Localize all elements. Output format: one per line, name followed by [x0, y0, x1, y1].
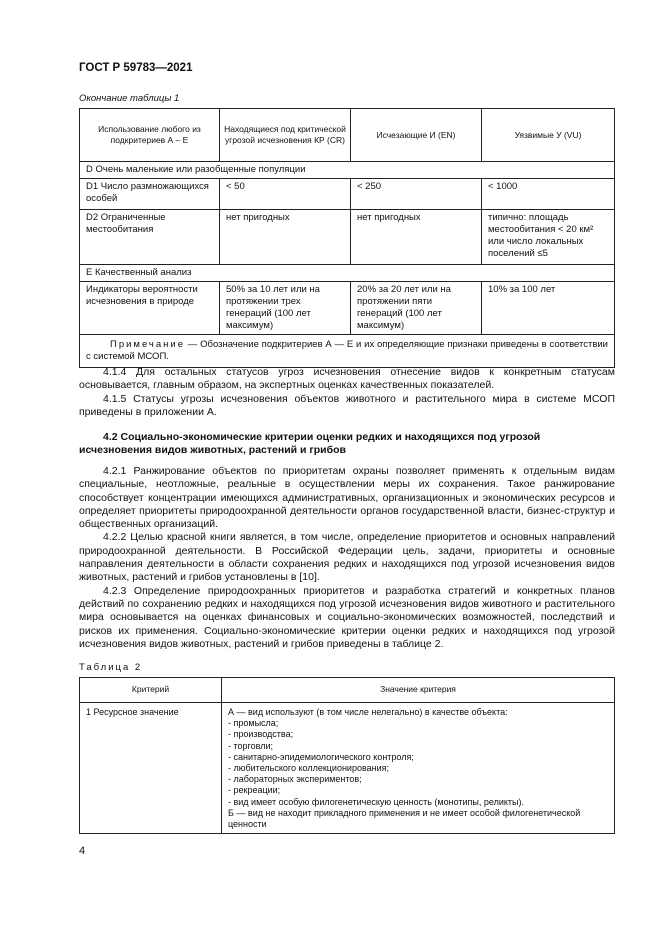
table1-section-row [80, 162, 615, 179]
cell-en: нет пригодных [351, 210, 482, 265]
row-label: D2 Ограниченные местообитания [80, 210, 220, 265]
note-label: Примечание [110, 339, 185, 350]
cell-en: < 250 [351, 179, 482, 210]
criterion-value [222, 703, 615, 834]
paragraph-4-2-3: 4.2.3 Определение природоохранных приоритетов и разработка стратегий и конкретных планов действий по сохранению редких и находящихся под угрозой исчезновения видов животного и растительного мира основывается на оценках финансовых и социально-экономических возможностей, последствий и рисков их применения. Социально-экономические критерии оценки редких и находящихся под угрозой исчезновения видов животных, растений и грибов приведены в таблице 2. [79, 584, 615, 650]
row-label: D1 Число размножающихся особей [80, 179, 220, 210]
table1-row [80, 282, 615, 335]
table1-row [80, 179, 615, 210]
criterion-line: - торговли; [228, 740, 273, 751]
table1-section-row [80, 265, 615, 282]
section-e-label: Е Качественный анализ [80, 265, 615, 282]
document-header: ГОСТ Р 59783—2021 [79, 62, 193, 74]
table2-row [80, 703, 615, 834]
section-heading-4-2: 4.2 Социально-экономические критерии оценки редких и находящихся под угрозой исчезновения видов животных, растений и грибов [79, 431, 541, 457]
paragraphs-42 [79, 465, 615, 651]
cell-vu: 10% за 100 лет [482, 282, 615, 335]
paragraph-4-2-1: 4.2.1 Ранжирование объектов по приоритетам охраны позволяет применять к отдельным видам специальные, неотложные, реальные в осуществлении меры их сохранения. Такое ранжирование способствует концентрации имеющихся административных, организационных и экономических ресурсов и определяет приоритеты природоохранной деятельности органов государственной власти, бизнес-структур и общественных организаций. [79, 465, 615, 531]
row-label: Индикаторы вероятности исчезновения в природе [80, 282, 220, 335]
criterion-label: 1 Ресурсное значение [80, 703, 222, 834]
table2-header-cell: Критерий [80, 678, 222, 703]
table2-header-cell: Значение критерия [222, 678, 615, 703]
criterion-line: А — вид используют (в том числе нелегально) в качестве объекта: [228, 707, 508, 717]
cell-cr: нет пригодных [220, 210, 351, 265]
table2-caption: Таблица 2 [79, 662, 143, 673]
table1-note-row [80, 335, 615, 368]
table1-caption: Окончание таблицы 1 [79, 93, 180, 104]
table1-row [80, 210, 615, 265]
table1-header-row [80, 109, 615, 162]
note-text: — Обозначение подкритериев А — Е и их определяющие признаки приведены в соответствии с системой МСОП. [86, 339, 608, 362]
cell-cr: 50% за 10 лет или на протяжении трех генераций (100 лет максимум) [220, 282, 351, 335]
paragraphs-41 [79, 366, 615, 419]
cell-vu: типично: площадь местообитания < 20 км² или число локальных поселений ≤5 [482, 210, 615, 265]
criterion-line: - любительского коллекционирования; [228, 763, 390, 774]
paragraph-4-1-5: 4.1.5 Статусы угрозы исчезновения объектов животного и растительного мира в системе МСОП приведены в приложении А. [79, 392, 615, 418]
cell-cr: < 50 [220, 179, 351, 210]
section-d-label: D Очень маленькие или разобщенные популяции [80, 162, 615, 179]
cell-vu: < 1000 [482, 179, 615, 210]
criterion-line: - вид имеет особую филогенетическую ценность (монотипы, реликты). [228, 796, 525, 807]
table2-header-row [80, 678, 615, 703]
table1-header-cell: Исчезающие И (EN) [351, 109, 482, 162]
table1-header-cell: Использование любого из подкритериев А – Е [80, 109, 220, 162]
criterion-line: - рекреации; [228, 785, 281, 796]
page-number: 4 [79, 845, 86, 857]
table1 [79, 108, 615, 368]
criterion-line: - лабораторных экспериментов; [228, 774, 362, 785]
table2 [79, 677, 615, 834]
table1-note [80, 335, 615, 368]
criterion-line: - производства; [228, 729, 294, 740]
cell-en: 20% за 20 лет или на протяжении пяти генераций (100 лет максимум) [351, 282, 482, 335]
criterion-line: - санитарно-эпидемиологического контроля; [228, 751, 414, 762]
paragraph-4-2-2: 4.2.2 Целью красной книги является, в том числе, определение приоритетов и основных направлений природоохранной деятельности. В Российской Федерации цель, задачи, приоритеты и основные направления деятельности в области сохранения редких и находящихся под угрозой исчезновения видов животных, растений и грибов установлены в [10]. [79, 531, 615, 584]
table1-header-cell: Уязвимые У (VU) [482, 109, 615, 162]
table1-header-cell: Находящиеся под критической угрозой исчезновения КР (CR) [220, 109, 351, 162]
criterion-line: Б — вид не находит прикладного применения и не имеет особой филогенетической ценности [228, 807, 581, 830]
criterion-line: - промысла; [228, 718, 279, 729]
paragraph-4-1-4: 4.1.4 Для остальных статусов угроз исчезновения отнесение видов к конкретным статусам основывается, главным образом, на экспертных оценках качественных показателей. [79, 366, 615, 392]
